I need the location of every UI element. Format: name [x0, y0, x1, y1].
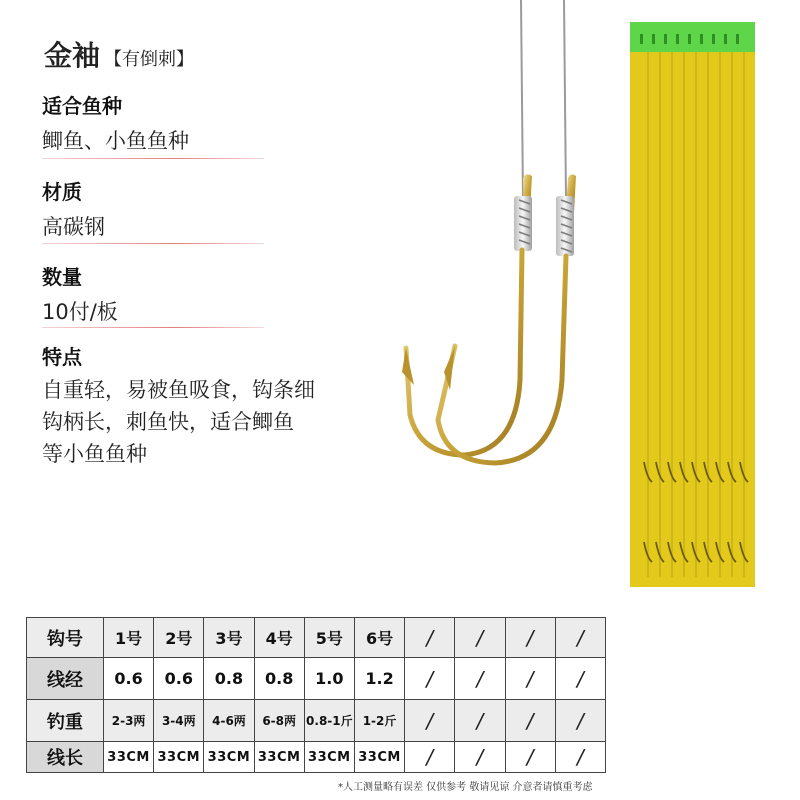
- hook-left: [402, 174, 532, 455]
- product-name: 金袖: [44, 39, 101, 72]
- spec-fish-type: [42, 90, 189, 157]
- feature-line: 自重轻，易被鱼吸食，钩条细: [42, 378, 315, 402]
- hook-right: [438, 174, 576, 463]
- spec-quantity: [42, 261, 118, 328]
- spec-label: 特点: [42, 345, 82, 369]
- hook-storage-board-image: [630, 22, 755, 587]
- spec-label: 适合鱼种: [42, 94, 122, 118]
- row-header: 钩号: [27, 618, 104, 658]
- table-row: [27, 618, 606, 658]
- table-cell: 33CM: [154, 742, 204, 773]
- table-row: [27, 700, 606, 742]
- table-cell: /: [455, 742, 505, 773]
- table-cell: 2-3两: [104, 700, 154, 742]
- table-cell: /: [555, 658, 605, 700]
- table-cell: /: [555, 618, 605, 658]
- table-cell: /: [455, 618, 505, 658]
- table-cell: /: [455, 658, 505, 700]
- table-cell: 1.0: [304, 658, 354, 700]
- table-cell: /: [455, 700, 505, 742]
- spec-value: [42, 374, 315, 470]
- table-cell: 33CM: [354, 742, 404, 773]
- table-row: [27, 742, 606, 773]
- feature-line: 等小鱼鱼种: [42, 442, 147, 466]
- row-header: 线长: [27, 742, 104, 773]
- spec-material: [42, 176, 105, 243]
- table-cell: 1号: [104, 618, 154, 658]
- table-cell: /: [505, 700, 555, 742]
- divider: [42, 158, 264, 159]
- table-cell: /: [405, 658, 455, 700]
- fishing-hooks-image: [380, 0, 610, 480]
- row-header: 线经: [27, 658, 104, 700]
- divider: [42, 327, 264, 328]
- table-cell: 33CM: [204, 742, 254, 773]
- row-header: 钓重: [27, 700, 104, 742]
- table-cell: 33CM: [104, 742, 154, 773]
- table-cell: 0.8: [254, 658, 304, 700]
- table-cell: /: [505, 658, 555, 700]
- table-cell: 4号: [254, 618, 304, 658]
- table-cell: /: [405, 618, 455, 658]
- table-cell: 33CM: [254, 742, 304, 773]
- table-cell: /: [555, 742, 605, 773]
- table-row: [27, 658, 606, 700]
- spec-label: 材质: [42, 180, 82, 204]
- product-title: [44, 34, 194, 74]
- product-tag: 【有倒刺】: [104, 49, 195, 70]
- table-cell: 6号: [354, 618, 404, 658]
- fishing-line: [521, 0, 566, 200]
- table-cell: 1-2斤: [354, 700, 404, 742]
- spec-value: 鲫鱼、小鱼鱼种: [42, 129, 189, 153]
- table-cell: /: [505, 742, 555, 773]
- table-cell: 2号: [154, 618, 204, 658]
- table-cell: /: [405, 742, 455, 773]
- table-cell: 0.6: [154, 658, 204, 700]
- spec-features: [42, 341, 315, 470]
- table-cell: 1.2: [354, 658, 404, 700]
- spec-table: [26, 617, 606, 773]
- divider: [42, 243, 264, 244]
- table-cell: /: [505, 618, 555, 658]
- table-cell: 4-6两: [204, 700, 254, 742]
- table-cell: 0.8-1斤: [304, 700, 354, 742]
- spec-label: 数量: [42, 265, 82, 289]
- spec-value: 高碳钢: [42, 215, 105, 239]
- feature-line: 钩柄长，刺鱼快，适合鲫鱼: [42, 410, 294, 434]
- table-cell: 5号: [304, 618, 354, 658]
- table-cell: 3-4两: [154, 700, 204, 742]
- table-cell: 0.8: [204, 658, 254, 700]
- table-cell: 33CM: [304, 742, 354, 773]
- table-cell: 0.6: [104, 658, 154, 700]
- footnote: *人工测量略有误差 仅供参考 敬请见谅 介意者请慎重考虑: [338, 782, 593, 793]
- table-cell: /: [555, 700, 605, 742]
- spec-value: 10付/板: [42, 300, 118, 324]
- table-cell: 6-8两: [254, 700, 304, 742]
- table-cell: 3号: [204, 618, 254, 658]
- table-cell: /: [405, 700, 455, 742]
